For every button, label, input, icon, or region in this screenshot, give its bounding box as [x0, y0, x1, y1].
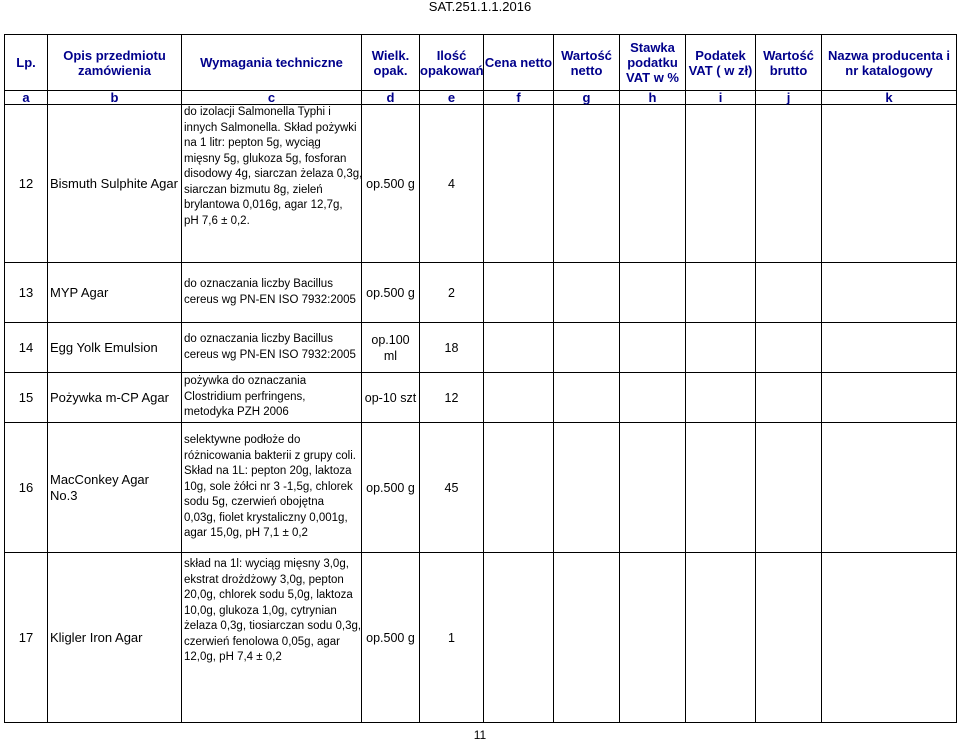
row-lp: 17: [5, 553, 48, 723]
header-row: [5, 35, 957, 91]
table-row: [5, 553, 957, 723]
row-item-name: MYP Agar: [48, 263, 182, 323]
row-package-size: op.500 g: [362, 263, 420, 323]
row-producer-cell: [822, 553, 957, 723]
row-lp: 16: [5, 423, 48, 553]
row-vat-rate-cell: [620, 373, 686, 423]
header-ilosc: Ilość opakowań: [420, 35, 484, 91]
row-gross-value-cell: [756, 323, 822, 373]
header-wymagania: Wymagania techniczne: [182, 35, 362, 91]
row-requirements: do oznaczania liczby Bacillus cereus wg PN-EN ISO 7932:2005: [182, 323, 362, 373]
row-price-cell: [484, 323, 554, 373]
table-row: [5, 105, 957, 263]
table-row: [5, 373, 957, 423]
row-net-value-cell: [554, 263, 620, 323]
row-gross-value-cell: [756, 423, 822, 553]
row-quantity: 12: [420, 373, 484, 423]
row-vat-rate-cell: [620, 263, 686, 323]
row-quantity: 2: [420, 263, 484, 323]
row-price-cell: [484, 373, 554, 423]
column-letter: g: [554, 91, 620, 105]
page-number: 11: [473, 728, 487, 742]
row-vat-rate-cell: [620, 553, 686, 723]
column-letter: e: [420, 91, 484, 105]
row-vat-rate-cell: [620, 105, 686, 263]
document-title: SAT.251.1.1.2016: [428, 0, 532, 14]
row-producer-cell: [822, 263, 957, 323]
column-letter: a: [5, 91, 48, 105]
row-vat-amount-cell: [686, 423, 756, 553]
row-lp: 14: [5, 323, 48, 373]
header-wartosc-brutto: Wartość brutto: [756, 35, 822, 91]
header-podatek: Podatek VAT ( w zł): [686, 35, 756, 91]
row-vat-amount-cell: [686, 323, 756, 373]
row-requirements: do oznaczania liczby Bacillus cereus wg PN-EN ISO 7932:2005: [182, 263, 362, 323]
row-vat-amount-cell: [686, 553, 756, 723]
row-net-value-cell: [554, 373, 620, 423]
row-gross-value-cell: [756, 373, 822, 423]
table-row: [5, 423, 957, 553]
header-wartosc-netto: Wartość netto: [554, 35, 620, 91]
row-vat-amount-cell: [686, 263, 756, 323]
row-requirements: skład na 1l: wyciąg mięsny 3,0g, ekstrat drożdżowy 3,0g, pepton 20,0g, chlorek sodu 5,0g, laktoza 10,0g, glukoza 1,0g, cytrynian żelaza 0,3g, tiosiarczan sodu 0,3g, czerwień fenolowa 0,05g, agar 12,0g, pH 7,4 ± 0,2: [182, 553, 362, 723]
row-vat-amount-cell: [686, 373, 756, 423]
row-vat-amount-cell: [686, 105, 756, 263]
row-gross-value-cell: [756, 553, 822, 723]
row-package-size: op.500 g: [362, 105, 420, 263]
header-lp: Lp.: [5, 35, 48, 91]
header-cena: Cena netto: [484, 35, 554, 91]
row-lp: 13: [5, 263, 48, 323]
row-net-value-cell: [554, 323, 620, 373]
row-item-name: Kligler Iron Agar: [48, 553, 182, 723]
row-item-name: Bismuth Sulphite Agar: [48, 105, 182, 263]
row-gross-value-cell: [756, 263, 822, 323]
header-opis: Opis przedmiotu zamówienia: [48, 35, 182, 91]
row-price-cell: [484, 423, 554, 553]
column-letter: c: [182, 91, 362, 105]
row-producer-cell: [822, 323, 957, 373]
header-wielk: Wielk. opak.: [362, 35, 420, 91]
row-vat-rate-cell: [620, 423, 686, 553]
row-producer-cell: [822, 105, 957, 263]
row-lp: 15: [5, 373, 48, 423]
row-lp: 12: [5, 105, 48, 263]
row-requirements: do izolacji Salmonella Typhi i innych Salmonella. Skład pożywki na 1 litr: pepton 5g, wyciąg mięsny 5g, glukoza 5g, fosforan disodowy 4g, siarczan żelaza 0,3g, siarczan bizmutu 8g, zieleń brylantowa 0,016g, agar 12,7g, pH 7,6 ± 0,2.: [182, 105, 362, 263]
row-price-cell: [484, 263, 554, 323]
column-letter: f: [484, 91, 554, 105]
row-quantity: 1: [420, 553, 484, 723]
table-row: [5, 263, 957, 323]
row-net-value-cell: [554, 423, 620, 553]
column-letter: i: [686, 91, 756, 105]
row-package-size: op.500 g: [362, 553, 420, 723]
row-item-name: Pożywka m-CP Agar: [48, 373, 182, 423]
column-letters-row: [5, 91, 957, 105]
column-letter: d: [362, 91, 420, 105]
specification-table: [4, 34, 957, 723]
row-gross-value-cell: [756, 105, 822, 263]
row-requirements: selektywne podłoże do różnicowania bakterii z grupy coli. Skład na 1L: pepton 20g, laktoza 10g, sole żółci nr 3 -1,5g, chlorek sodu 5g, czerwień obojętna 0,03g, fiolet krystaliczny 0,001g, agar 15,0g, pH 7,1 ± 0,2: [182, 423, 362, 553]
row-package-size: op.100 ml: [362, 323, 420, 373]
header-producent: Nazwa producenta i nr katalogowy: [822, 35, 957, 91]
row-producer-cell: [822, 423, 957, 553]
row-quantity: 4: [420, 105, 484, 263]
row-item-name: Egg Yolk Emulsion: [48, 323, 182, 373]
row-price-cell: [484, 553, 554, 723]
row-item-name: MacConkey Agar No.3: [48, 423, 182, 553]
row-vat-rate-cell: [620, 323, 686, 373]
row-price-cell: [484, 105, 554, 263]
column-letter: k: [822, 91, 957, 105]
row-package-size: op-10 szt: [362, 373, 420, 423]
row-producer-cell: [822, 373, 957, 423]
row-quantity: 18: [420, 323, 484, 373]
row-net-value-cell: [554, 553, 620, 723]
row-net-value-cell: [554, 105, 620, 263]
table-row: [5, 323, 957, 373]
row-requirements: pożywka do oznaczania Clostridium perfringens, metodyka PZH 2006: [182, 373, 362, 423]
column-letter: h: [620, 91, 686, 105]
row-quantity: 45: [420, 423, 484, 553]
column-letter: b: [48, 91, 182, 105]
row-package-size: op.500 g: [362, 423, 420, 553]
column-letter: j: [756, 91, 822, 105]
header-stawka: Stawka podatku VAT w %: [620, 35, 686, 91]
